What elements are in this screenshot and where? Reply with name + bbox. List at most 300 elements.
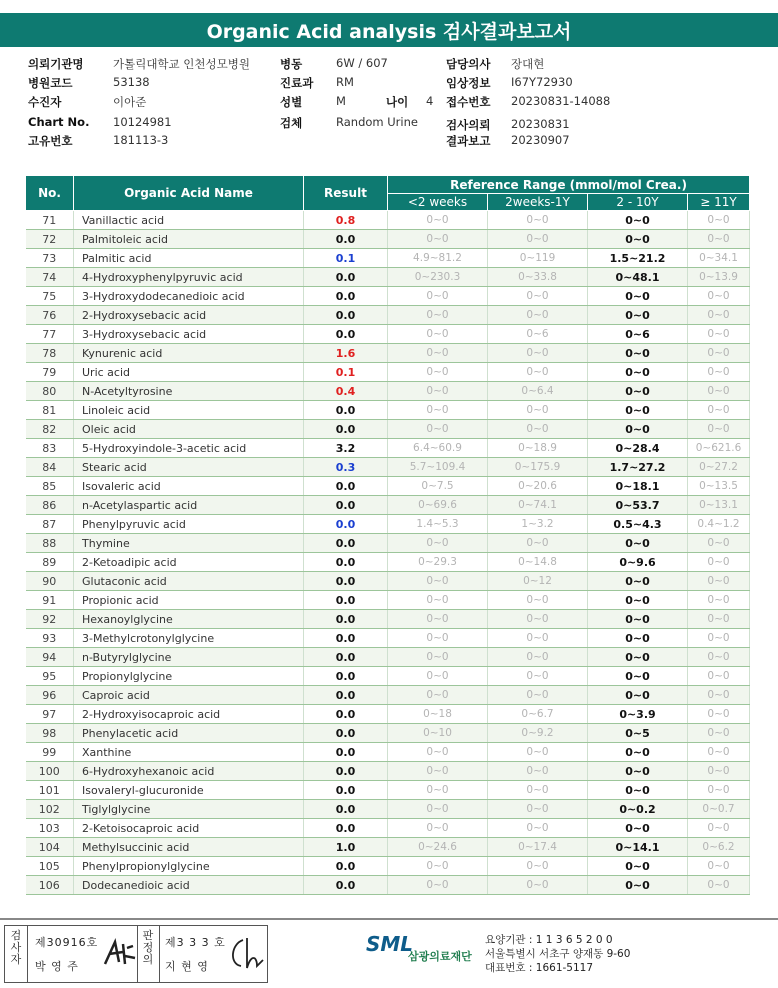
row-ref-range: 0~18 <box>388 705 488 724</box>
table-row <box>26 762 750 781</box>
row-ref-range: 0~0 <box>488 686 588 705</box>
info-label: 검체 <box>280 116 303 130</box>
row-no: 91 <box>26 591 74 610</box>
table-row <box>26 743 750 762</box>
row-ref-range: 0~0 <box>388 686 488 705</box>
row-result: 0.0 <box>304 610 388 629</box>
row-ref-range: 0~0 <box>688 534 750 553</box>
row-acid-name: 3-Methylcrotonylglycine <box>74 629 304 648</box>
row-result: 0.0 <box>304 667 388 686</box>
row-ref-range: 0~0 <box>688 287 750 306</box>
row-ref-range: 0~0 <box>588 762 688 781</box>
row-ref-range: 0~0 <box>688 382 750 401</box>
row-no: 100 <box>26 762 74 781</box>
table-row <box>26 686 750 705</box>
table-row <box>26 477 750 496</box>
row-result: 0.0 <box>304 572 388 591</box>
table-row <box>26 534 750 553</box>
row-acid-name: Caproic acid <box>74 686 304 705</box>
row-ref-range: 0~0 <box>688 610 750 629</box>
row-ref-range: 0~0 <box>588 230 688 249</box>
row-acid-name: Palmitic acid <box>74 249 304 268</box>
row-ref-range: 0~0 <box>388 325 488 344</box>
col-header-name: Organic Acid Name <box>74 176 304 211</box>
row-ref-range: 0~0 <box>588 686 688 705</box>
row-ref-range: 0~0 <box>488 781 588 800</box>
row-acid-name: Isovaleryl-glucuronide <box>74 781 304 800</box>
table-row <box>26 857 750 876</box>
row-acid-name: Thymine <box>74 534 304 553</box>
row-result: 1.6 <box>304 344 388 363</box>
row-result: 0.0 <box>304 477 388 496</box>
row-no: 82 <box>26 420 74 439</box>
examiner-name: 박 영 주 <box>35 960 79 973</box>
row-ref-range: 0~0 <box>688 743 750 762</box>
row-acid-name: 5-Hydroxyindole-3-acetic acid <box>74 439 304 458</box>
row-ref-range: 0~0 <box>488 648 588 667</box>
row-ref-range: 0~0 <box>688 211 750 230</box>
row-ref-range: 0~0 <box>388 857 488 876</box>
table-row <box>26 420 750 439</box>
age-label: 나이 <box>386 95 409 109</box>
row-ref-range: 0~18.9 <box>488 439 588 458</box>
info-label: 담당의사 <box>446 57 491 71</box>
row-ref-range: 0~0 <box>488 363 588 382</box>
row-ref-range: 0~33.8 <box>488 268 588 287</box>
row-result: 0.0 <box>304 857 388 876</box>
table-row <box>26 458 750 477</box>
row-ref-range: 0~0 <box>688 553 750 572</box>
row-result: 0.0 <box>304 876 388 895</box>
row-ref-range: 0~29.3 <box>388 553 488 572</box>
table-row <box>26 591 750 610</box>
row-ref-range: 0~13.9 <box>688 268 750 287</box>
row-ref-range: 0.5~4.3 <box>588 515 688 534</box>
table-row <box>26 306 750 325</box>
row-ref-range: 1~3.2 <box>488 515 588 534</box>
row-ref-range: 0~7.5 <box>388 477 488 496</box>
row-acid-name: Stearic acid <box>74 458 304 477</box>
row-ref-range: 0~0 <box>588 382 688 401</box>
row-ref-range: 0~12 <box>488 572 588 591</box>
info-label: 결과보고 <box>446 134 491 148</box>
row-ref-range: 0~14.8 <box>488 553 588 572</box>
table-row <box>26 401 750 420</box>
row-ref-range: 0~0 <box>388 648 488 667</box>
row-result: 0.0 <box>304 648 388 667</box>
row-no: 98 <box>26 724 74 743</box>
info-value: 20230907 <box>511 133 570 147</box>
row-ref-range: 0~0 <box>588 819 688 838</box>
row-no: 94 <box>26 648 74 667</box>
row-acid-name: Uric acid <box>74 363 304 382</box>
info-value: I67Y72930 <box>511 75 573 89</box>
row-result: 0.4 <box>304 382 388 401</box>
row-ref-range: 0~0 <box>488 287 588 306</box>
col-header-ref-11y: ≥ 11Y <box>688 194 750 211</box>
info-label: 의뢰기관명 <box>28 57 84 71</box>
row-result: 0.0 <box>304 629 388 648</box>
row-ref-range: 0~0 <box>688 819 750 838</box>
row-ref-range: 0~0 <box>588 306 688 325</box>
row-ref-range: 0~0 <box>688 572 750 591</box>
row-ref-range: 0~17.4 <box>488 838 588 857</box>
row-result: 0.0 <box>304 686 388 705</box>
row-ref-range: 0~0 <box>488 230 588 249</box>
info-label: 병동 <box>280 57 303 71</box>
row-ref-range: 0~6 <box>588 325 688 344</box>
row-ref-range: 0~0 <box>688 762 750 781</box>
row-ref-range: 0~0 <box>388 230 488 249</box>
row-ref-range: 0~0 <box>488 857 588 876</box>
row-acid-name: 2-Ketoadipic acid <box>74 553 304 572</box>
row-result: 0.0 <box>304 781 388 800</box>
row-no: 106 <box>26 876 74 895</box>
row-ref-range: 0~0 <box>588 534 688 553</box>
row-ref-range: 0~0 <box>688 667 750 686</box>
row-ref-range: 0~0 <box>588 648 688 667</box>
row-ref-range: 0~0 <box>688 686 750 705</box>
row-ref-range: 0~9.6 <box>588 553 688 572</box>
lab-phone: 대표번호 : 1661-5117 <box>485 962 594 974</box>
info-label: 진료과 <box>280 76 314 90</box>
table-row <box>26 648 750 667</box>
row-ref-range: 0~0 <box>488 591 588 610</box>
row-ref-range: 0~0 <box>388 743 488 762</box>
col-header-ref-2-10y: 2 - 10Y <box>588 194 688 211</box>
row-acid-name: Vanillactic acid <box>74 211 304 230</box>
row-acid-name: Dodecanedioic acid <box>74 876 304 895</box>
row-acid-name: Xanthine <box>74 743 304 762</box>
lab-location: 서울특별시 서초구 양재동 9-60 <box>485 948 631 960</box>
row-ref-range: 0~10 <box>388 724 488 743</box>
row-ref-range: 0~0 <box>488 610 588 629</box>
row-acid-name: 3-Hydroxysebacic acid <box>74 325 304 344</box>
table-row <box>26 553 750 572</box>
info-label: 검사의뢰 <box>446 118 491 132</box>
info-value: 10124981 <box>113 115 172 129</box>
row-no: 92 <box>26 610 74 629</box>
row-ref-range: 0~5 <box>588 724 688 743</box>
row-ref-range: 0~119 <box>488 249 588 268</box>
table-row <box>26 382 750 401</box>
row-acid-name: Palmitoleic acid <box>74 230 304 249</box>
row-acid-name: Tiglylglycine <box>74 800 304 819</box>
row-ref-range: 0~0 <box>588 572 688 591</box>
row-ref-range: 0~0 <box>588 420 688 439</box>
row-ref-range: 0~0 <box>688 420 750 439</box>
row-ref-range: 0~0 <box>588 344 688 363</box>
row-result: 0.0 <box>304 553 388 572</box>
table-row <box>26 344 750 363</box>
row-no: 79 <box>26 363 74 382</box>
info-label: Chart No. <box>28 115 90 129</box>
row-acid-name: 2-Ketoisocaproic acid <box>74 819 304 838</box>
table-row <box>26 515 750 534</box>
row-ref-range: 0~0 <box>488 743 588 762</box>
row-ref-range: 0~0 <box>688 344 750 363</box>
row-no: 87 <box>26 515 74 534</box>
reviewer-signature <box>227 934 265 974</box>
row-no: 102 <box>26 800 74 819</box>
row-no: 95 <box>26 667 74 686</box>
table-row <box>26 211 750 230</box>
row-ref-range: 0~0 <box>488 667 588 686</box>
col-header-result: Result <box>304 176 388 211</box>
info-label: 접수번호 <box>446 95 491 109</box>
row-ref-range: 0~53.7 <box>588 496 688 515</box>
row-ref-range: 0~0 <box>688 724 750 743</box>
table-row <box>26 781 750 800</box>
row-no: 74 <box>26 268 74 287</box>
table-row <box>26 363 750 382</box>
row-result: 0.0 <box>304 800 388 819</box>
row-ref-range: 0~6 <box>488 325 588 344</box>
row-ref-range: 0~0 <box>688 705 750 724</box>
row-result: 0.0 <box>304 401 388 420</box>
row-acid-name: N-Acetyltyrosine <box>74 382 304 401</box>
row-result: 0.0 <box>304 496 388 515</box>
table-row <box>26 800 750 819</box>
table-row <box>26 287 750 306</box>
table-row <box>26 572 750 591</box>
age-value: 4 <box>426 94 434 108</box>
row-ref-range: 0~0 <box>488 534 588 553</box>
row-ref-range: 0~0 <box>588 629 688 648</box>
row-result: 0.0 <box>304 306 388 325</box>
table-row <box>26 876 750 895</box>
row-no: 86 <box>26 496 74 515</box>
row-ref-range: 0~0 <box>388 344 488 363</box>
sml-logo-mark: SML <box>366 932 414 956</box>
row-acid-name: 2-Hydroxysebacic acid <box>74 306 304 325</box>
info-label: 수진자 <box>28 95 62 109</box>
row-ref-range: 0~0 <box>388 781 488 800</box>
row-ref-range: 0~6.7 <box>488 705 588 724</box>
row-ref-range: 0~0 <box>688 591 750 610</box>
info-value: M <box>336 94 346 108</box>
lab-address <box>485 933 630 975</box>
row-ref-range: 0~28.4 <box>588 439 688 458</box>
row-ref-range: 0~0 <box>388 667 488 686</box>
row-result: 0.0 <box>304 762 388 781</box>
row-ref-range: 0~3.9 <box>588 705 688 724</box>
row-ref-range: 0~0 <box>388 401 488 420</box>
table-row <box>26 705 750 724</box>
row-no: 101 <box>26 781 74 800</box>
row-ref-range: 0~0 <box>388 420 488 439</box>
row-no: 78 <box>26 344 74 363</box>
row-result: 0.8 <box>304 211 388 230</box>
row-result: 0.0 <box>304 724 388 743</box>
row-acid-name: Glutaconic acid <box>74 572 304 591</box>
col-header-ref-lt2w: <2 weeks <box>388 194 488 211</box>
row-acid-name: n-Butyrylglycine <box>74 648 304 667</box>
row-ref-range: 0~0 <box>388 591 488 610</box>
row-result: 0.1 <box>304 249 388 268</box>
row-ref-range: 0~0 <box>688 648 750 667</box>
patient-info <box>28 56 748 152</box>
row-ref-range: 0~13.1 <box>688 496 750 515</box>
row-ref-range: 0~0 <box>488 629 588 648</box>
row-ref-range: 0~0 <box>588 781 688 800</box>
row-ref-range: 0~0 <box>388 211 488 230</box>
row-acid-name: 4-Hydroxyphenylpyruvic acid <box>74 268 304 287</box>
row-ref-range: 0~0.2 <box>588 800 688 819</box>
row-ref-range: 0~0 <box>388 382 488 401</box>
footer-divider <box>0 918 778 920</box>
table-row <box>26 838 750 857</box>
row-ref-range: 0~0 <box>688 401 750 420</box>
row-acid-name: Kynurenic acid <box>74 344 304 363</box>
row-ref-range: 0~0 <box>488 306 588 325</box>
row-ref-range: 0.4~1.2 <box>688 515 750 534</box>
col-header-ref-2w1y: 2weeks-1Y <box>488 194 588 211</box>
row-no: 77 <box>26 325 74 344</box>
sml-logo <box>366 932 476 972</box>
reviewer-label: 판정의 <box>142 929 154 966</box>
lab-code: 요양기관 : 1 1 3 6 5 2 0 0 <box>485 934 613 946</box>
info-value: 6W / 607 <box>336 56 388 70</box>
row-result: 0.0 <box>304 819 388 838</box>
row-ref-range: 0~0 <box>588 401 688 420</box>
examiner-label: 검사자 <box>10 929 22 966</box>
results-table <box>25 175 750 895</box>
row-result: 0.0 <box>304 534 388 553</box>
row-ref-range: 0~0 <box>388 800 488 819</box>
row-ref-range: 0~0 <box>688 363 750 382</box>
row-acid-name: Linoleic acid <box>74 401 304 420</box>
row-ref-range: 0~6.4 <box>488 382 588 401</box>
report-title: Organic Acid analysis 검사결과보고서 <box>0 13 778 47</box>
row-ref-range: 0~0 <box>488 819 588 838</box>
row-no: 80 <box>26 382 74 401</box>
row-result: 0.3 <box>304 458 388 477</box>
table-row <box>26 249 750 268</box>
row-result: 0.1 <box>304 363 388 382</box>
row-ref-range: 0~0 <box>388 306 488 325</box>
row-ref-range: 6.4~60.9 <box>388 439 488 458</box>
table-row <box>26 629 750 648</box>
row-ref-range: 0~48.1 <box>588 268 688 287</box>
row-result: 0.0 <box>304 420 388 439</box>
info-value: 가톨릭대학교 인천성모병원 <box>113 57 250 71</box>
examiner-id: 제30916호 <box>35 936 99 949</box>
row-ref-range: 0~0 <box>388 534 488 553</box>
info-label: 병원코드 <box>28 76 73 90</box>
row-ref-range: 0~0 <box>688 230 750 249</box>
row-acid-name: Phenylpropionylglycine <box>74 857 304 876</box>
row-ref-range: 0~0 <box>388 610 488 629</box>
row-ref-range: 0~0 <box>488 800 588 819</box>
row-ref-range: 0~0 <box>488 876 588 895</box>
row-ref-range: 0~0 <box>588 591 688 610</box>
reviewer-id: 제3 3 3 호 <box>165 936 226 949</box>
info-value: 장대현 <box>511 57 545 71</box>
row-acid-name: n-Acetylaspartic acid <box>74 496 304 515</box>
row-no: 83 <box>26 439 74 458</box>
row-ref-range: 1.4~5.3 <box>388 515 488 534</box>
table-row <box>26 667 750 686</box>
table-row <box>26 724 750 743</box>
row-ref-range: 0~24.6 <box>388 838 488 857</box>
row-no: 73 <box>26 249 74 268</box>
table-row <box>26 325 750 344</box>
row-no: 75 <box>26 287 74 306</box>
table-row <box>26 268 750 287</box>
info-label: 고유번호 <box>28 134 73 148</box>
row-ref-range: 0~0 <box>488 211 588 230</box>
row-ref-range: 0~13.5 <box>688 477 750 496</box>
row-result: 0.0 <box>304 230 388 249</box>
row-ref-range: 0~34.1 <box>688 249 750 268</box>
row-acid-name: Phenylacetic acid <box>74 724 304 743</box>
table-row <box>26 610 750 629</box>
row-ref-range: 0~0 <box>588 363 688 382</box>
row-ref-range: 0~6.2 <box>688 838 750 857</box>
info-label: 임상정보 <box>446 76 491 90</box>
row-ref-range: 0~0 <box>388 819 488 838</box>
row-ref-range: 0~0 <box>388 629 488 648</box>
row-ref-range: 0~0 <box>688 306 750 325</box>
row-no: 76 <box>26 306 74 325</box>
row-no: 104 <box>26 838 74 857</box>
table-row <box>26 819 750 838</box>
sml-org-name: 삼광의료재단 <box>408 950 472 963</box>
row-no: 97 <box>26 705 74 724</box>
row-acid-name: Phenylpyruvic acid <box>74 515 304 534</box>
row-ref-range: 0~27.2 <box>688 458 750 477</box>
row-result: 0.0 <box>304 325 388 344</box>
row-ref-range: 0~0 <box>388 287 488 306</box>
row-result: 0.0 <box>304 268 388 287</box>
row-ref-range: 0~0 <box>588 876 688 895</box>
row-no: 90 <box>26 572 74 591</box>
row-no: 84 <box>26 458 74 477</box>
table-row <box>26 496 750 515</box>
row-ref-range: 0~18.1 <box>588 477 688 496</box>
row-ref-range: 0~0 <box>388 876 488 895</box>
row-ref-range: 0~0 <box>488 401 588 420</box>
row-result: 0.0 <box>304 591 388 610</box>
row-ref-range: 4.9~81.2 <box>388 249 488 268</box>
row-ref-range: 0~0 <box>588 287 688 306</box>
row-result: 0.0 <box>304 705 388 724</box>
row-no: 93 <box>26 629 74 648</box>
row-no: 81 <box>26 401 74 420</box>
row-ref-range: 1.7~27.2 <box>588 458 688 477</box>
info-value: RM <box>336 75 354 89</box>
examiner-signature <box>101 936 137 972</box>
row-acid-name: Oleic acid <box>74 420 304 439</box>
col-header-reference: Reference Range (mmol/mol Crea.) <box>388 176 750 194</box>
row-acid-name: Hexanoylglycine <box>74 610 304 629</box>
info-value: 이아준 <box>113 95 147 109</box>
row-ref-range: 0~0 <box>688 629 750 648</box>
row-ref-range: 0~0.7 <box>688 800 750 819</box>
row-ref-range: 0~9.2 <box>488 724 588 743</box>
row-no: 72 <box>26 230 74 249</box>
row-ref-range: 0~0 <box>588 667 688 686</box>
info-value: 181113-3 <box>113 133 169 147</box>
row-no: 103 <box>26 819 74 838</box>
row-ref-range: 0~0 <box>388 363 488 382</box>
row-ref-range: 0~0 <box>588 857 688 876</box>
row-ref-range: 0~230.3 <box>388 268 488 287</box>
reviewer-name: 지 현 영 <box>165 960 209 973</box>
table-row <box>26 439 750 458</box>
row-ref-range: 0~0 <box>488 420 588 439</box>
